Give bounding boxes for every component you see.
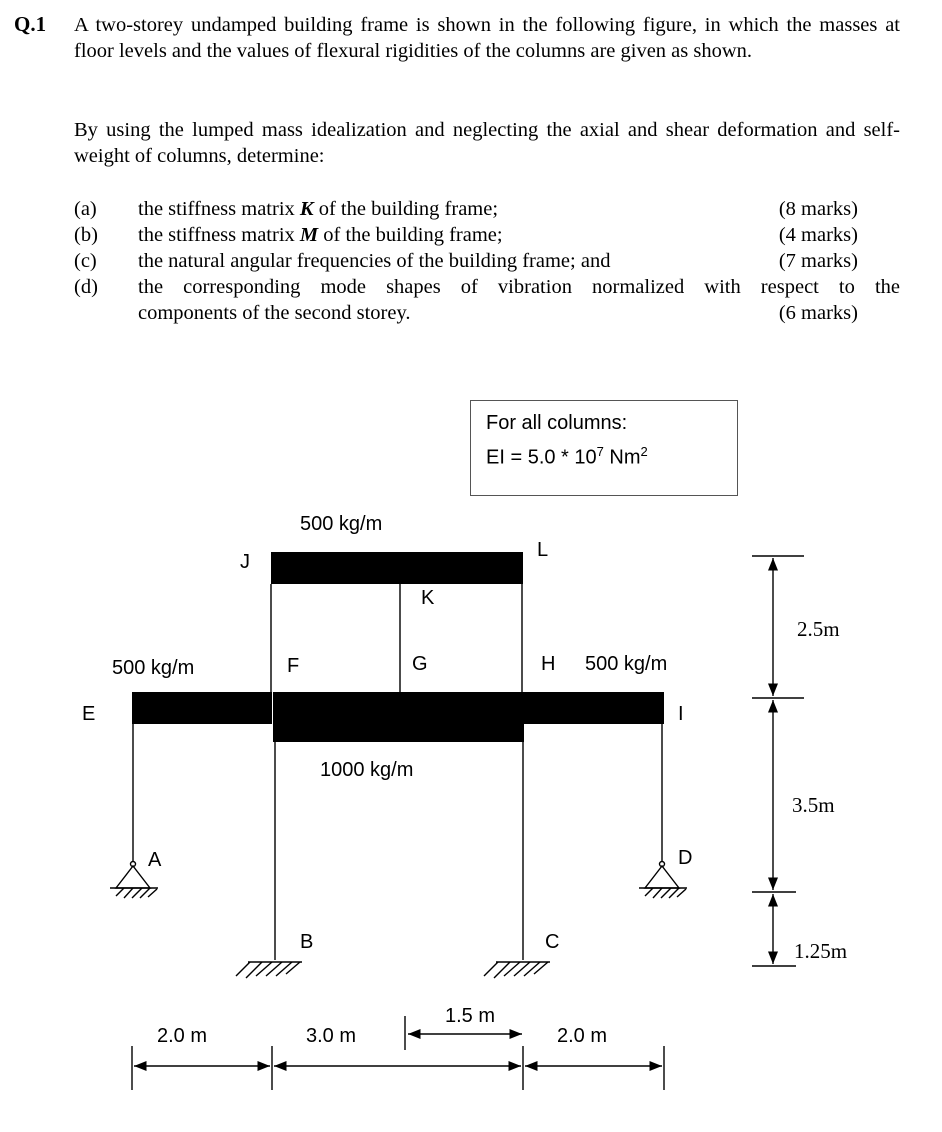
mass-label-middle: 1000 kg/m <box>320 759 414 781</box>
height-label-top: 2.5m <box>797 617 840 641</box>
part-d-text-line2: components of the second storey. <box>138 302 411 324</box>
height-label-middle: 3.5m <box>792 793 835 817</box>
part-b-marks: (4 marks) <box>778 224 858 246</box>
part-c-marks: (7 marks) <box>778 250 858 272</box>
question-paragraph-2: By using the lumped mass idealization and neglecting the axial and shear deformation and self-weight of columns, determine: <box>74 119 900 167</box>
node-label-b: B <box>300 931 314 953</box>
mass-label-right: 500 kg/m <box>585 653 668 675</box>
node-label-g: G <box>412 653 428 675</box>
node-label-h: H <box>541 653 556 675</box>
node-label-e: E <box>82 703 96 725</box>
node-label-i: I <box>678 703 684 725</box>
span-label-center: 3.0 m <box>306 1025 357 1047</box>
part-c-label: (c) <box>74 250 97 272</box>
question-number: Q.1 <box>14 12 47 36</box>
fixed-support-b <box>236 962 302 978</box>
node-label-l: L <box>537 539 549 561</box>
info-box-heading: For all columns: <box>486 412 628 434</box>
node-label-k: K <box>421 587 435 609</box>
middle-floor-beam <box>273 692 524 742</box>
part-a-marks: (8 marks) <box>778 198 858 220</box>
fixed-support-c <box>484 962 550 978</box>
question-paragraph-1: A two-storey undamped building frame is shown in the following figure, in which the masses at floor levels and the values of flexural rigidities of the columns are given as shown. <box>74 14 900 62</box>
top-floor-beam <box>271 552 523 584</box>
part-d-marks: (6 marks) <box>778 302 858 324</box>
part-a-text: the stiffness matrix K of the building frame; <box>138 198 499 220</box>
span-label-offset: 1.5 m <box>445 1005 496 1027</box>
info-box-ei-value: EI = $5.0 * 10^7$ Nm$^2$ <box>486 444 648 469</box>
node-label-a: A <box>148 849 162 871</box>
part-d-label: (d) <box>74 276 98 298</box>
node-label-j: J <box>240 551 250 573</box>
part-a-label: (a) <box>74 198 97 220</box>
height-label-bottom: 1.25m <box>794 939 848 963</box>
span-label-left: 2.0 m <box>157 1025 208 1047</box>
part-c-text: the natural angular frequencies of the building frame; and <box>138 250 611 272</box>
node-label-d: D <box>678 847 693 869</box>
part-b-label: (b) <box>74 224 98 246</box>
right-floor-beam <box>523 692 664 724</box>
mass-label-left: 500 kg/m <box>112 657 195 679</box>
node-label-f: F <box>287 655 300 677</box>
part-b-text: the stiffness matrix M of the building frame; <box>138 224 503 246</box>
left-floor-beam <box>132 692 272 724</box>
node-label-c: C <box>545 931 560 953</box>
mass-label-top: 500 kg/m <box>300 513 383 535</box>
span-label-right: 2.0 m <box>557 1025 608 1047</box>
part-d-text-line1: the corresponding mode shapes of vibration normalized with respect to the <box>138 276 900 298</box>
